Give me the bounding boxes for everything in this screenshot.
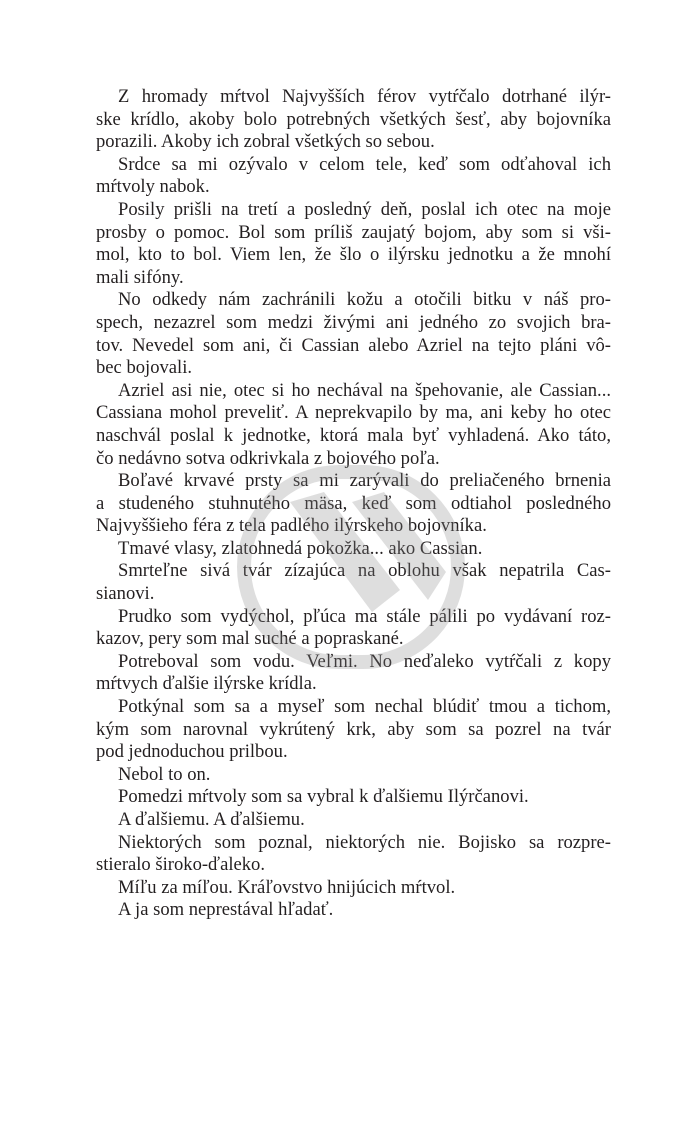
text-line: mali sifóny. [96, 266, 184, 288]
text-line: Prudko som vydýchol, pľúca ma stále pálili po vydávaní roz- [118, 605, 611, 627]
text-line: naschvál poslal k jednotke, ktorá mala byť vyhladená. Ako táto, [96, 424, 611, 446]
text-line: Azriel asi nie, otec si ho nechával na špehovanie, ale Cassian... [118, 379, 611, 401]
paragraph [96, 86, 611, 154]
text-line: Z hromady mŕtvol Najvyšších férov vytŕčalo dotrhané ilýr- [118, 86, 611, 107]
text-line: A ja som neprestával hľadať. [118, 899, 334, 921]
text-line: pod jednoduchou prilbou. [96, 741, 288, 763]
paragraph [96, 877, 611, 900]
text-line: ske krídlo, akoby bolo potrebných všetkých šesť, aby bojovníka [96, 108, 611, 130]
text-line: porazili. Akoby ich zobral všetkých so sebou. [96, 131, 435, 153]
text-line: stieralo široko-ďaleko. [96, 854, 265, 876]
text-line: Cassiana mohol preveliť. A neprekvapilo by ma, ani keby ho otec [96, 402, 611, 424]
text-line: Niektorých som poznal, niektorých nie. Bojisko sa rozpre- [118, 831, 611, 853]
text-line: kazov, pery som mal suché a popraskané. [96, 628, 404, 650]
paragraph [96, 289, 611, 379]
paragraph [96, 199, 611, 289]
text-line: Potkýnal som sa a myseľ som nechal blúdiť tmou a tichom, [118, 696, 611, 718]
text-line: kým som narovnal vykrútený krk, aby som sa pozrel na tvár [96, 718, 611, 740]
text-line: Najvyššieho féra z tela padlého ilýrskeho bojovníka. [96, 515, 487, 537]
text-line: No odkedy nám zachránili kožu a otočili bitku v náš pro- [118, 289, 611, 311]
text-line: mŕtvych ďalšie ilýrske krídla. [96, 673, 317, 695]
paragraph [96, 538, 611, 561]
text-line: tov. Nevedel som ani, či Cassian alebo Azriel na tejto pláni vô- [96, 334, 611, 356]
paragraph [96, 606, 611, 651]
paragraph [96, 560, 611, 605]
paragraph [96, 832, 611, 877]
paragraph [96, 809, 611, 832]
text-line: Tmavé vlasy, zlatohnedá pokožka... ako Cassian. [118, 537, 483, 559]
text-line: Nebol to on. [118, 763, 211, 785]
text-line: sianovi. [96, 583, 155, 605]
paragraph [96, 380, 611, 470]
text-line: spech, nezazrel som medzi živými ani jedného zo svojich bra- [96, 311, 611, 333]
text-line: čo nedávno sotva odkrivkala z bojového poľa. [96, 447, 440, 469]
text-line: Srdce sa mi ozývalo v celom tele, keď som odťahoval ich [118, 153, 611, 175]
paragraph [96, 786, 611, 809]
text-line: a studeného stuhnutého mäsa, keď som odtiahol posledného [96, 492, 611, 514]
text-line: mŕtvoly nabok. [96, 176, 210, 198]
paragraph [96, 696, 611, 764]
text-line: prosby o pomoc. Bol som príliš zaujatý bojom, aby som si vši- [96, 221, 611, 243]
text-line: Smrteľne sivá tvár zízajúca na oblohu však nepatrila Cas- [118, 560, 611, 582]
text-line: bec bojovali. [96, 357, 193, 379]
paragraph [96, 899, 611, 922]
paragraph [96, 154, 611, 199]
body-text [96, 86, 611, 922]
text-line: Boľavé krvavé prsty sa mi zarývali do preliačeného brnenia [118, 470, 611, 492]
paragraph [96, 651, 611, 696]
paragraph [96, 470, 611, 538]
text-line: Míľu za míľou. Kráľovstvo hnijúcich mŕtvol. [118, 876, 456, 898]
text-line: Pomedzi mŕtvoly som sa vybral k ďalšiemu Ilýrčanovi. [118, 786, 529, 808]
text-line: Posily prišli na tretí a posledný deň, poslal ich otec na moje [118, 198, 611, 220]
text-line: mol, kto to bol. Viem len, že šlo o ilýrsku jednotku a že mnohí [96, 244, 611, 266]
text-line: Potreboval som vodu. Veľmi. No neďaleko vytŕčali z kopy [118, 650, 611, 672]
paragraph [96, 764, 611, 787]
text-line: A ďalšiemu. A ďalšiemu. [118, 809, 305, 830]
